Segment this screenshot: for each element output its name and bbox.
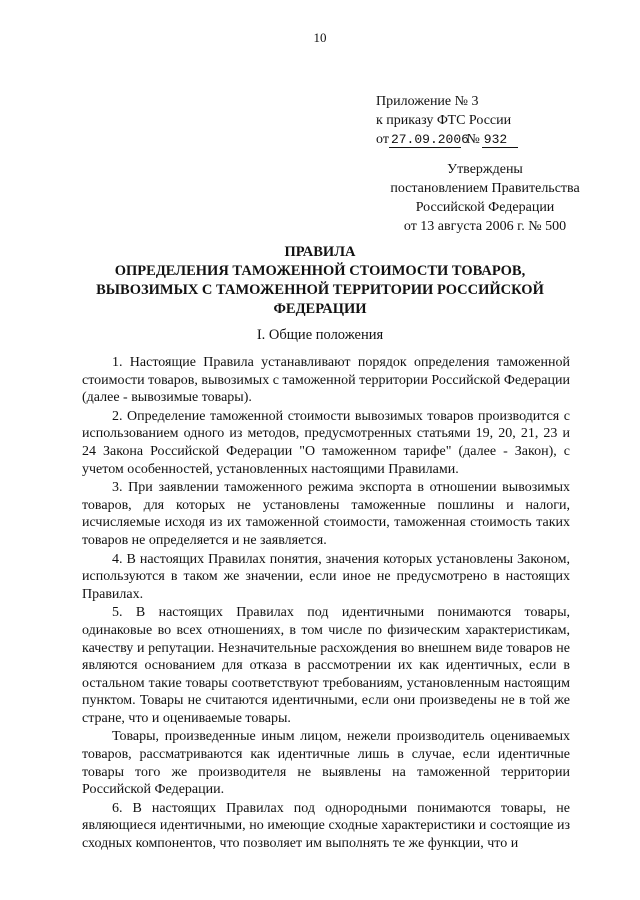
body-text: [82, 354, 570, 853]
paragraph: 1. Настоящие Правила устанавливают порядок определения таможенной стоимости товаров, вывозимых с таможенной территории Российской Федерации (далее - вывозимые товары).: [82, 355, 570, 406]
paragraph: 3. При заявлении таможенного режима экспорта в отношении вывозимых товаров, для которых не установлены таможенные пошлины и налоги, исчисляемые исходя из их таможенной стоимости, таможенная стоимость таких товаров не определяется и не заявляется.: [82, 480, 570, 548]
appendix-order-ref: к приказу ФТС России: [376, 113, 512, 128]
page-number: 10: [313, 30, 327, 45]
paragraph: Товары, произведенные иным лицом, нежели производитель оцениваемых товаров, рассматриваются как идентичные лишь в случае, если идентичные товары того же производителя не выявлены на таможенной территории Российской Федерации.: [82, 729, 570, 798]
approval-line-1: Утверждены: [447, 162, 523, 177]
appendix-date-line: [376, 130, 518, 149]
title-line-4: ФЕДЕРАЦИИ: [273, 301, 367, 317]
document-title: [60, 243, 580, 319]
approval-line-2: постановлением Правительства: [390, 181, 580, 196]
appendix-title: Приложение № 3: [376, 94, 479, 109]
title-line-3: ВЫВОЗИМЫХ С ТАМОЖЕННОЙ ТЕРРИТОРИИ РОССИЙСКОЙ: [96, 282, 544, 298]
approval-line-3: Российской Федерации: [415, 200, 555, 215]
title-line-2: ОПРЕДЕЛЕНИЯ ТАМОЖЕННОЙ СТОИМОСТИ ТОВАРОВ,: [114, 263, 526, 279]
paragraph: 4. В настоящих Правилах понятия, значения которых установлены Законом, используются в таком же значении, если иное не предусмотрено в настоящих Правилах.: [82, 551, 570, 602]
appendix-number-sign: №: [466, 132, 480, 147]
appendix-date: 27.09.2006: [390, 132, 469, 147]
paragraph: 6. В настоящих Правилах под однородными понимаются товары, не являющиеся идентичными, но имеющие сходные характеристики и состоящие из сходных компонентов, что позволяет им выполнять те же функции, что и: [82, 800, 570, 852]
title-line-1: ПРАВИЛА: [284, 244, 356, 260]
approval-line-4: от 13 августа 2006 г. № 500: [403, 219, 567, 234]
appendix-number: 932: [482, 133, 518, 148]
approval-block: [350, 160, 620, 236]
appendix-block: [376, 92, 518, 149]
section-heading: I. Общие положения: [256, 327, 384, 343]
paragraph: 5. В настоящих Правилах под идентичными понимаются товары, одинаковые во всех отношениях, в том числе по физическим характеристикам, качеству и репутации. Незначительные расхождения во внешнем виде товаров не являются основанием для отказа в рассмотрении их как идентичных, если в остальном такие товары соответствуют требованиям, установленным настоящим пунктом. Товары не считаются идентичными, если они произведены не в той же стране, что и оцениваемые товары.: [82, 605, 570, 726]
appendix-from-prefix: от: [376, 132, 389, 147]
paragraph: 2. Определение таможенной стоимости вывозимых товаров производится с использованием одного из методов, предусмотренных статьями 19, 20, 21, 23 и 24 Закона Российской Федерации "О таможенном тарифе" (далее - Закон), с учетом особенностей, установленных настоящими Правилами.: [82, 408, 570, 477]
